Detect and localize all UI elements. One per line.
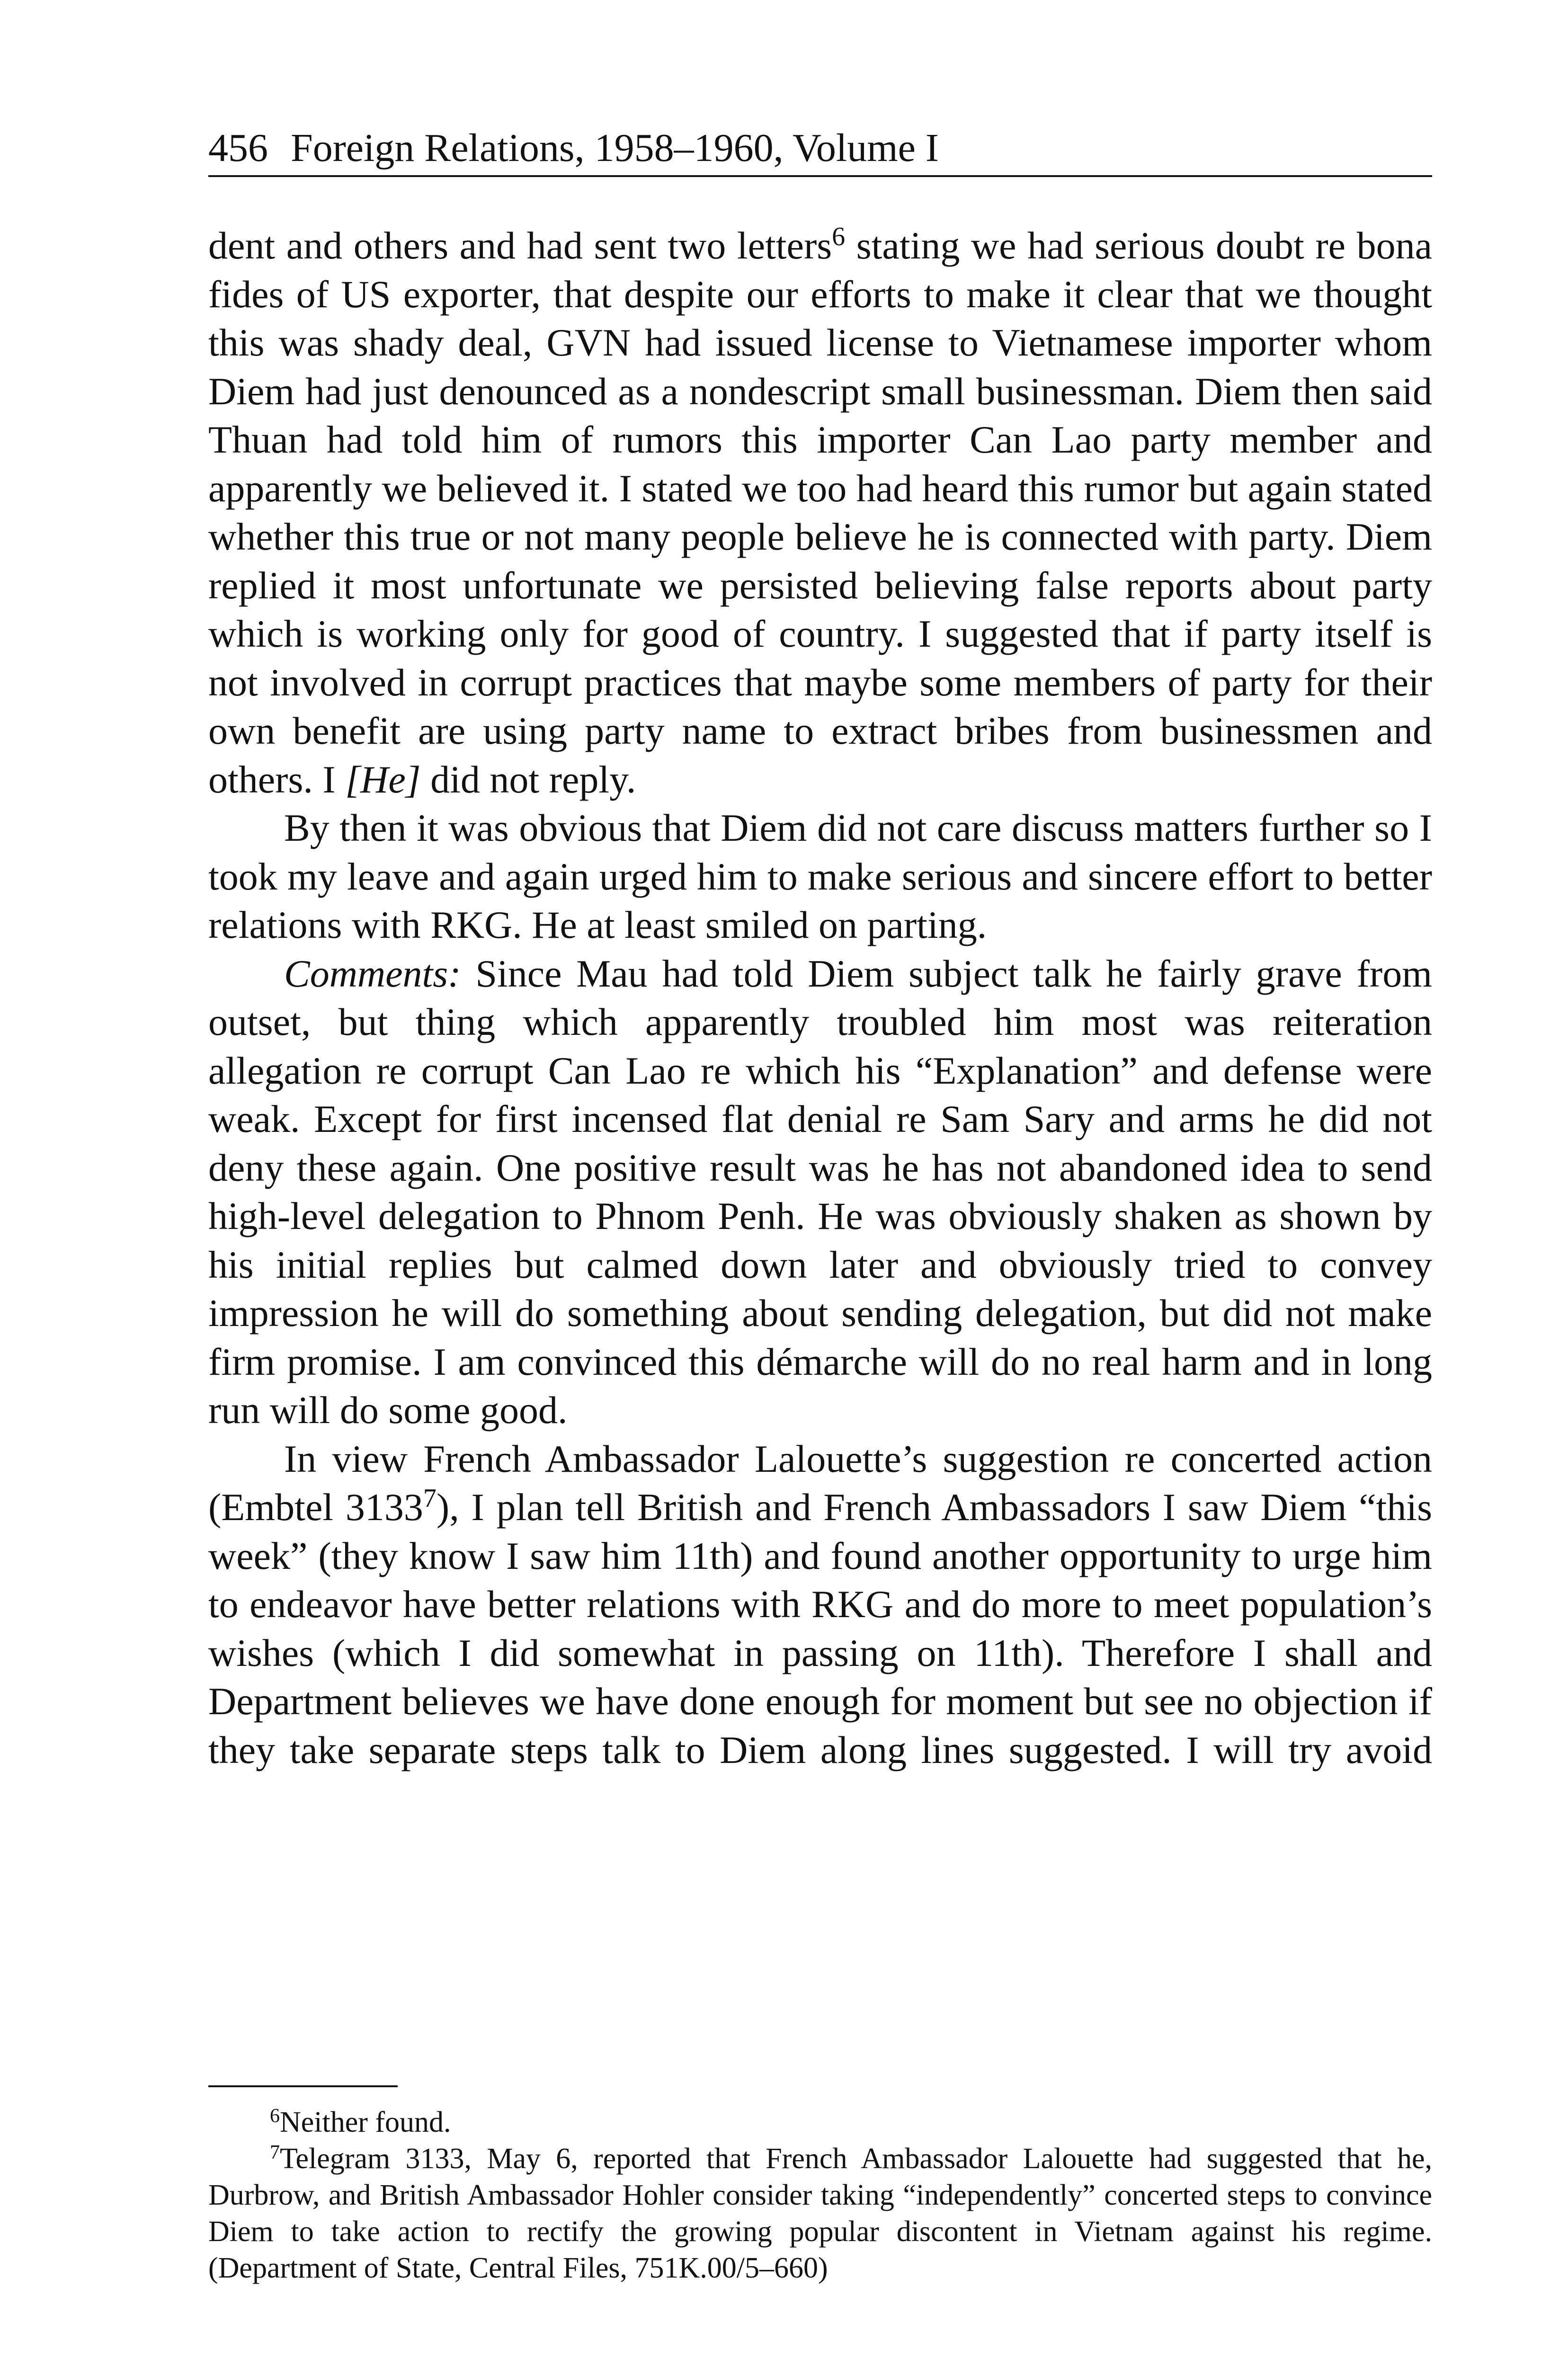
paragraph-text: ), I plan tell British and French Ambassadors I saw Diem “this week” (they know I saw him 11th) and found another opportunity to urge him to endeavor have better relations with RKG and do more to meet population’s wishes (which I did somewhat in passing on 11th). Therefore I shall and Department believes we have done enough for moment but see no objection if they take separate steps talk to Diem along lines suggested. I will try avoid: [208, 1486, 1433, 1771]
footnote-text: Telegram 3133, May 6, reported that French Ambassador Lalouette had suggested that he, Durbrow, and British Ambassador Hohler consider taking “independently” concerted steps to convince Diem to take action to rectify the growing popular discontent in Vietnam against his regime. (Department of State, Central Files, 751K.00/5–660): [208, 2143, 1432, 2284]
footnotes: [208, 2104, 1432, 2287]
footnote-reference[interactable]: 7: [423, 1484, 437, 1513]
paragraph: [208, 1435, 1432, 1775]
paragraph-text: did not reply.: [420, 757, 636, 801]
comments-paragraph: [208, 950, 1432, 1435]
editorial-insertion: [He]: [345, 757, 421, 801]
footnote: [208, 2141, 1432, 2287]
footnote-mark: 7: [270, 2142, 280, 2163]
paragraph: By then it was obvious that Diem did not care discuss matters further so I took my leave and again urged him to make serious and sincere effort to better relations with RKG. He at least smiled on parting.: [208, 806, 1432, 946]
running-head: [208, 121, 1432, 177]
paragraph-text: In view French Ambassador Lalouette’s suggestion re concerted action (Embtel 3133: [208, 1437, 1432, 1529]
body-text: [208, 222, 1432, 1774]
page-number: 456: [208, 126, 268, 170]
paragraph-text: stating we had serious doubt re bona fides of US exporter, that despite our efforts to make it clear that we thought this was shady deal, GVN had issued license to Vietnamese importer whom Diem had just denounced as a nondescript small businessman. Diem then said Thuan had told him of rumors this importer Can Lao party member and apparently we believed it. I stated we too had heard this rumor but again stated whether this true or not many people believe he is connected with party. Diem replied it most unfortunate we persisted believing false reports about party which is working only for good of country. I suggested that if party itself is not involved in corrupt practices that maybe some members of party for their own benefit are using party name to extract bribes from businessmen and others. I: [208, 224, 1432, 801]
comments-label: Comments:: [284, 952, 461, 995]
paragraph-text: dent and others and had sent two letters: [208, 224, 832, 267]
footnote: [208, 2104, 1432, 2141]
footnote-divider: [208, 2085, 398, 2087]
footnote-text: Neither found.: [280, 2106, 451, 2138]
running-head-title: Foreign Relations, 1958–1960, Volume I: [291, 126, 939, 170]
footnote-mark: 6: [270, 2105, 280, 2127]
paragraph-text: Since Mau had told Diem subject talk he fairly grave from outset, but thing which apparently troubled him most was reiteration allegation re corrupt Can Lao re which his “Explanation” and defense were weak. Except for first incensed flat denial re Sam Sary and arms he did not deny these again. One positive result was he has not abandoned idea to send high-level delegation to Phnom Penh. He was obviously shaken as shown by his initial replies but calmed down later and obviously tried to convey impression he will do something about sending delegation, but did not make firm promise. I am convinced this démarche will do no real harm and in long run will do some good.: [208, 952, 1432, 1432]
paragraph-continuation: [208, 222, 1432, 804]
footnote-reference[interactable]: 6: [832, 222, 846, 251]
